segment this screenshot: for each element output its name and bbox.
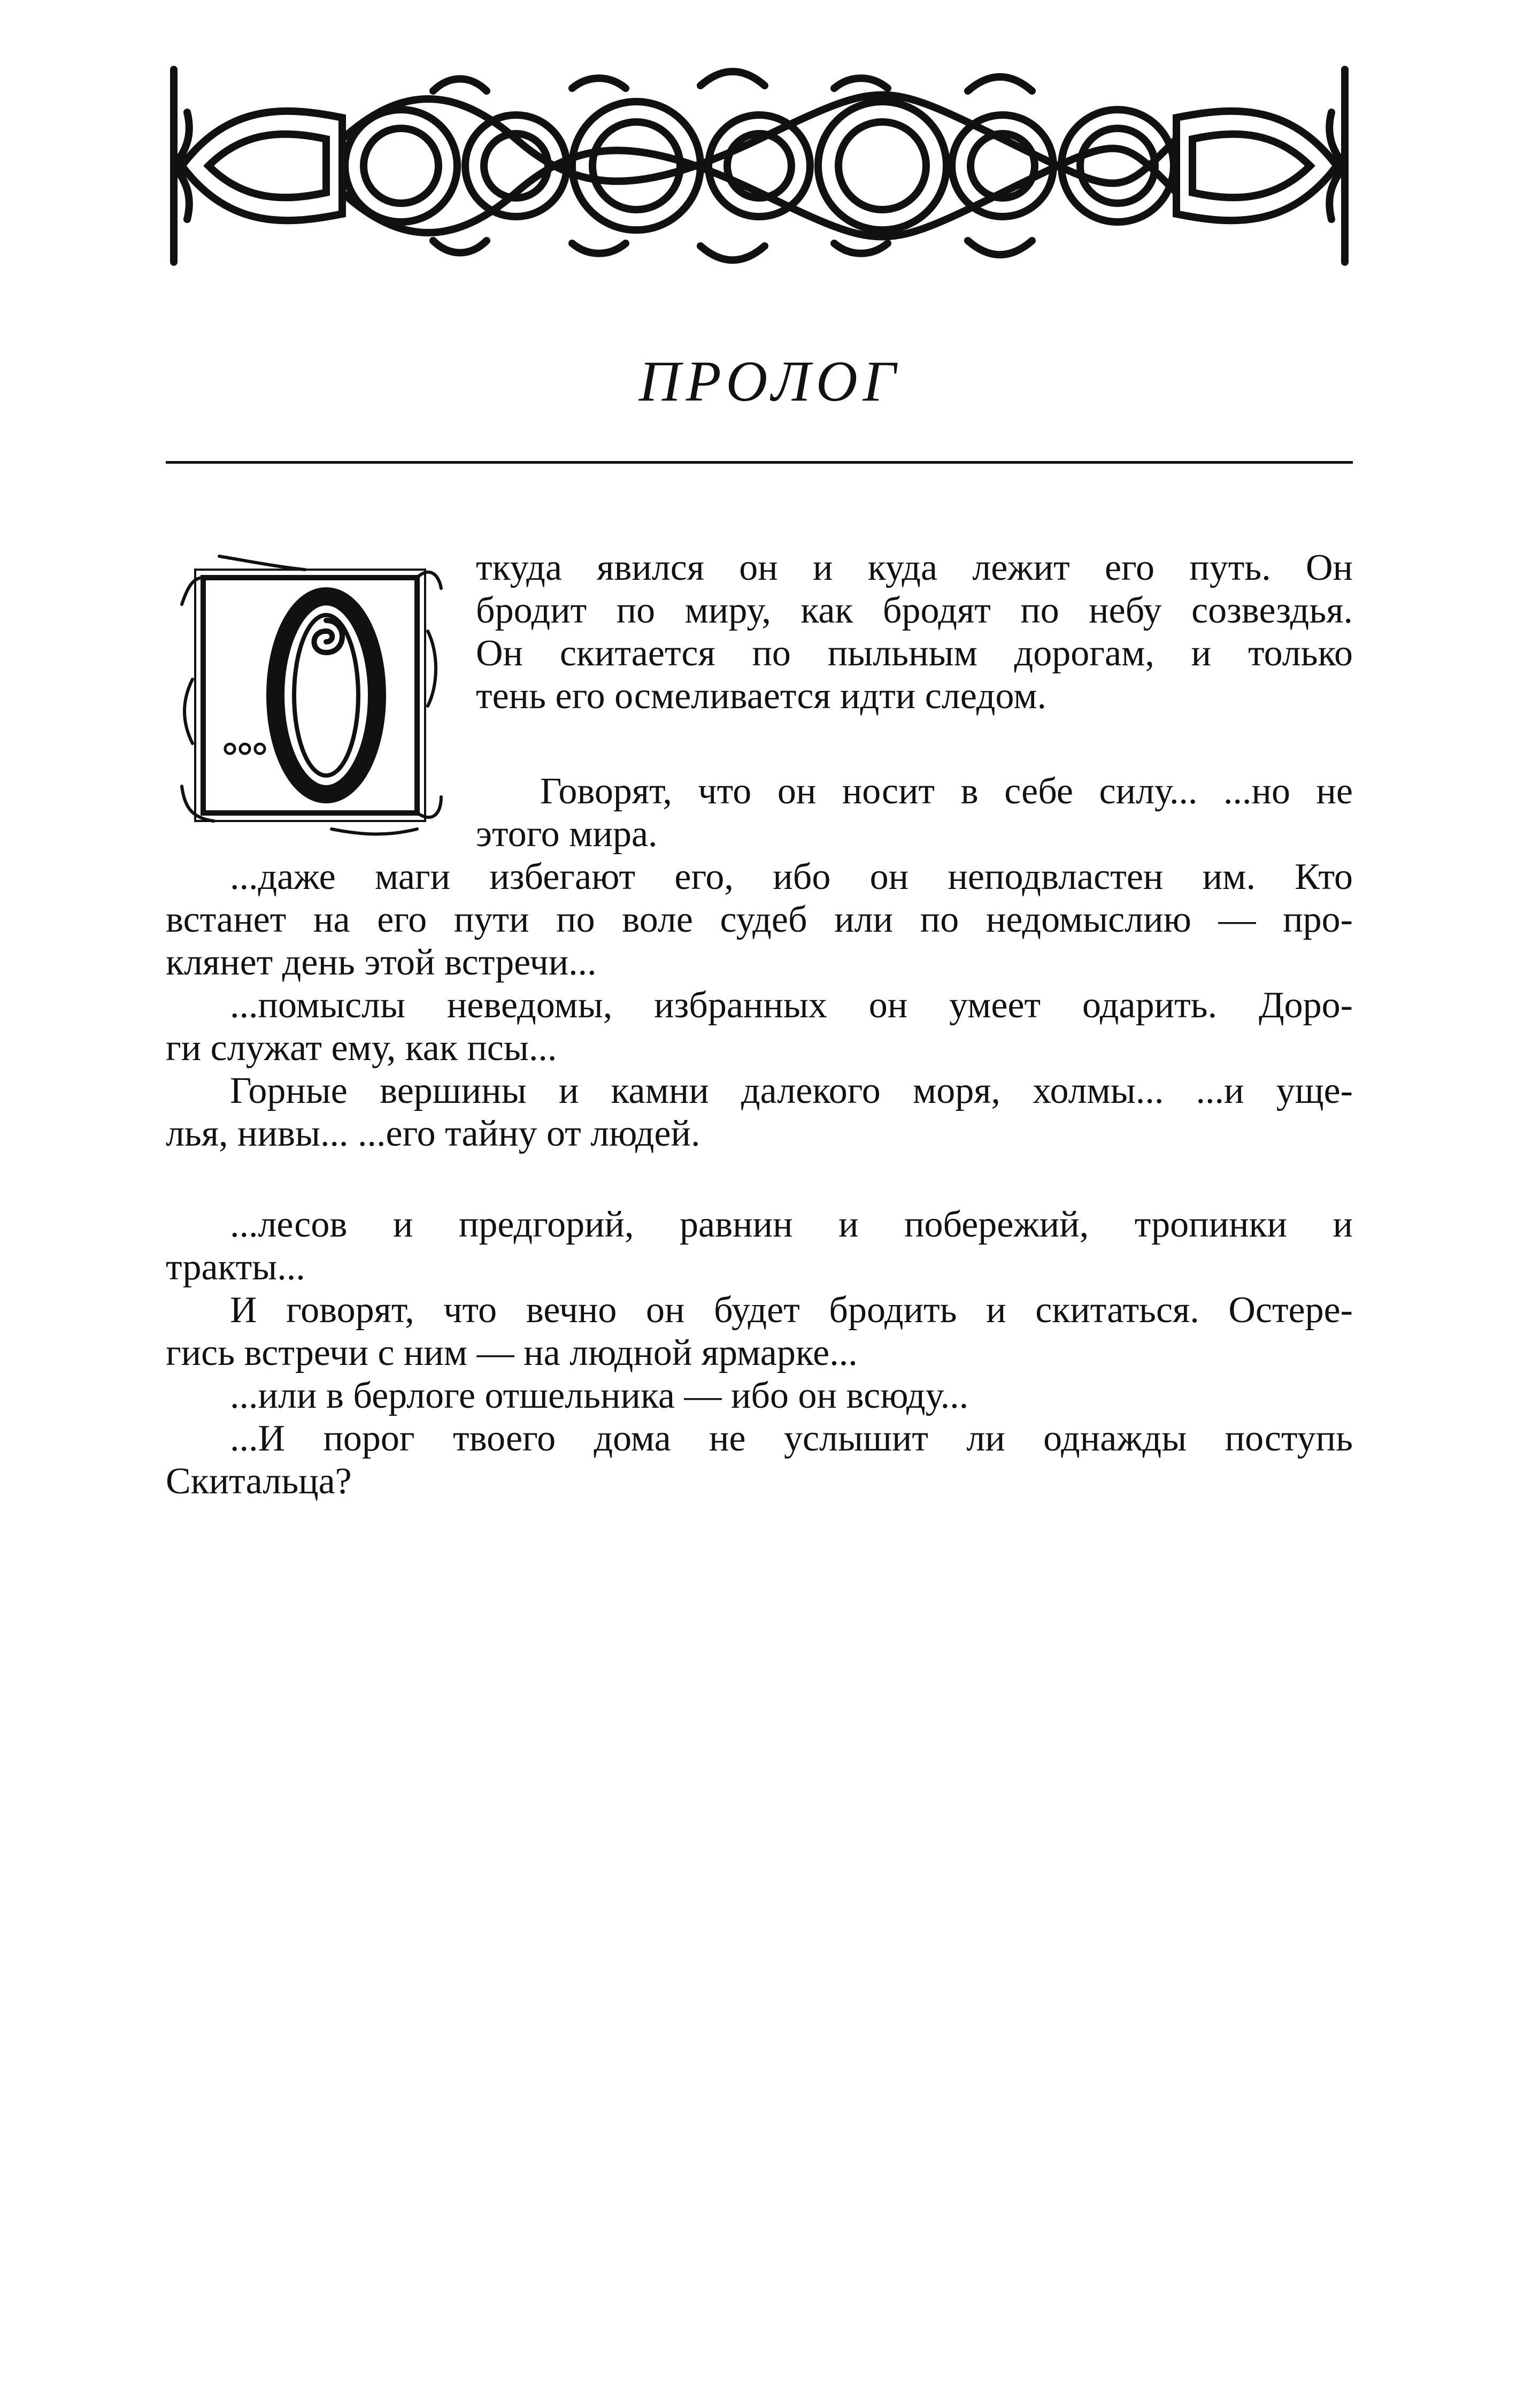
text-line: ги служат ему, как псы... [166,1027,557,1069]
text-line: ...И порог твоего дома не услышит ли однажды поступь [230,1418,1353,1459]
paragraph-9 [166,1417,1353,1503]
paragraph-7 [166,1289,1353,1375]
text-line: Говорят, что он носит в себе силу... ...но не [540,771,1353,812]
celtic-knot-ornament [166,59,1353,273]
text-line: ...помыслы неведомы, избранных он умеет одарить. Доро- [230,985,1353,1026]
paragraph-2 [476,770,1353,856]
paragraph-8 [166,1375,1353,1417]
text-line: Он скитается по пыльным дорогам, и только [476,633,1353,674]
paragraph-6 [166,1203,1353,1289]
chapter-title: ПРОЛОГ [638,350,902,413]
text-line: ткуда явился он и куда лежит его путь. Он [476,547,1353,588]
text-line: этого мира. [476,814,658,855]
text-line: Скитальца? [166,1461,352,1502]
paragraph-3 [166,856,1353,984]
text-line: бродит по миру, как бродят по небу созвездья. [476,590,1353,631]
text-line: клянет день этой встречи... [166,942,597,983]
text-line: ...даже маги избегают его, ибо он неподвластен им. Кто [230,856,1353,897]
text-line: ...или в берлоге отшельника — ибо он всюду... [230,1375,969,1416]
text-line: ...лесов и предгорий, равнин и побережий, тропинки и [230,1204,1353,1245]
text-line: тень его осмеливается идти следом. [476,676,1046,717]
text-line: гись встречи с ним — на людной ярмарке... [166,1332,858,1374]
title-divider [166,461,1353,464]
drop-cap-letter [0,0,1,1]
paragraph-1 [476,547,1353,718]
drop-cap [171,546,449,845]
paragraph-4 [166,984,1353,1070]
text-line: встанет на его пути по воле судеб или по недомыслию — про- [166,899,1353,940]
text-line: тракты... [166,1247,305,1288]
paragraph-5 [166,1070,1353,1155]
text-line: Горные вершины и камни далекого моря, холмы... ...и уще- [230,1070,1353,1111]
text-line: И говорят, что вечно он будет бродить и скитаться. Остере- [230,1290,1353,1331]
text-line: лья, нивы... ...его тайну от людей. [166,1113,700,1154]
